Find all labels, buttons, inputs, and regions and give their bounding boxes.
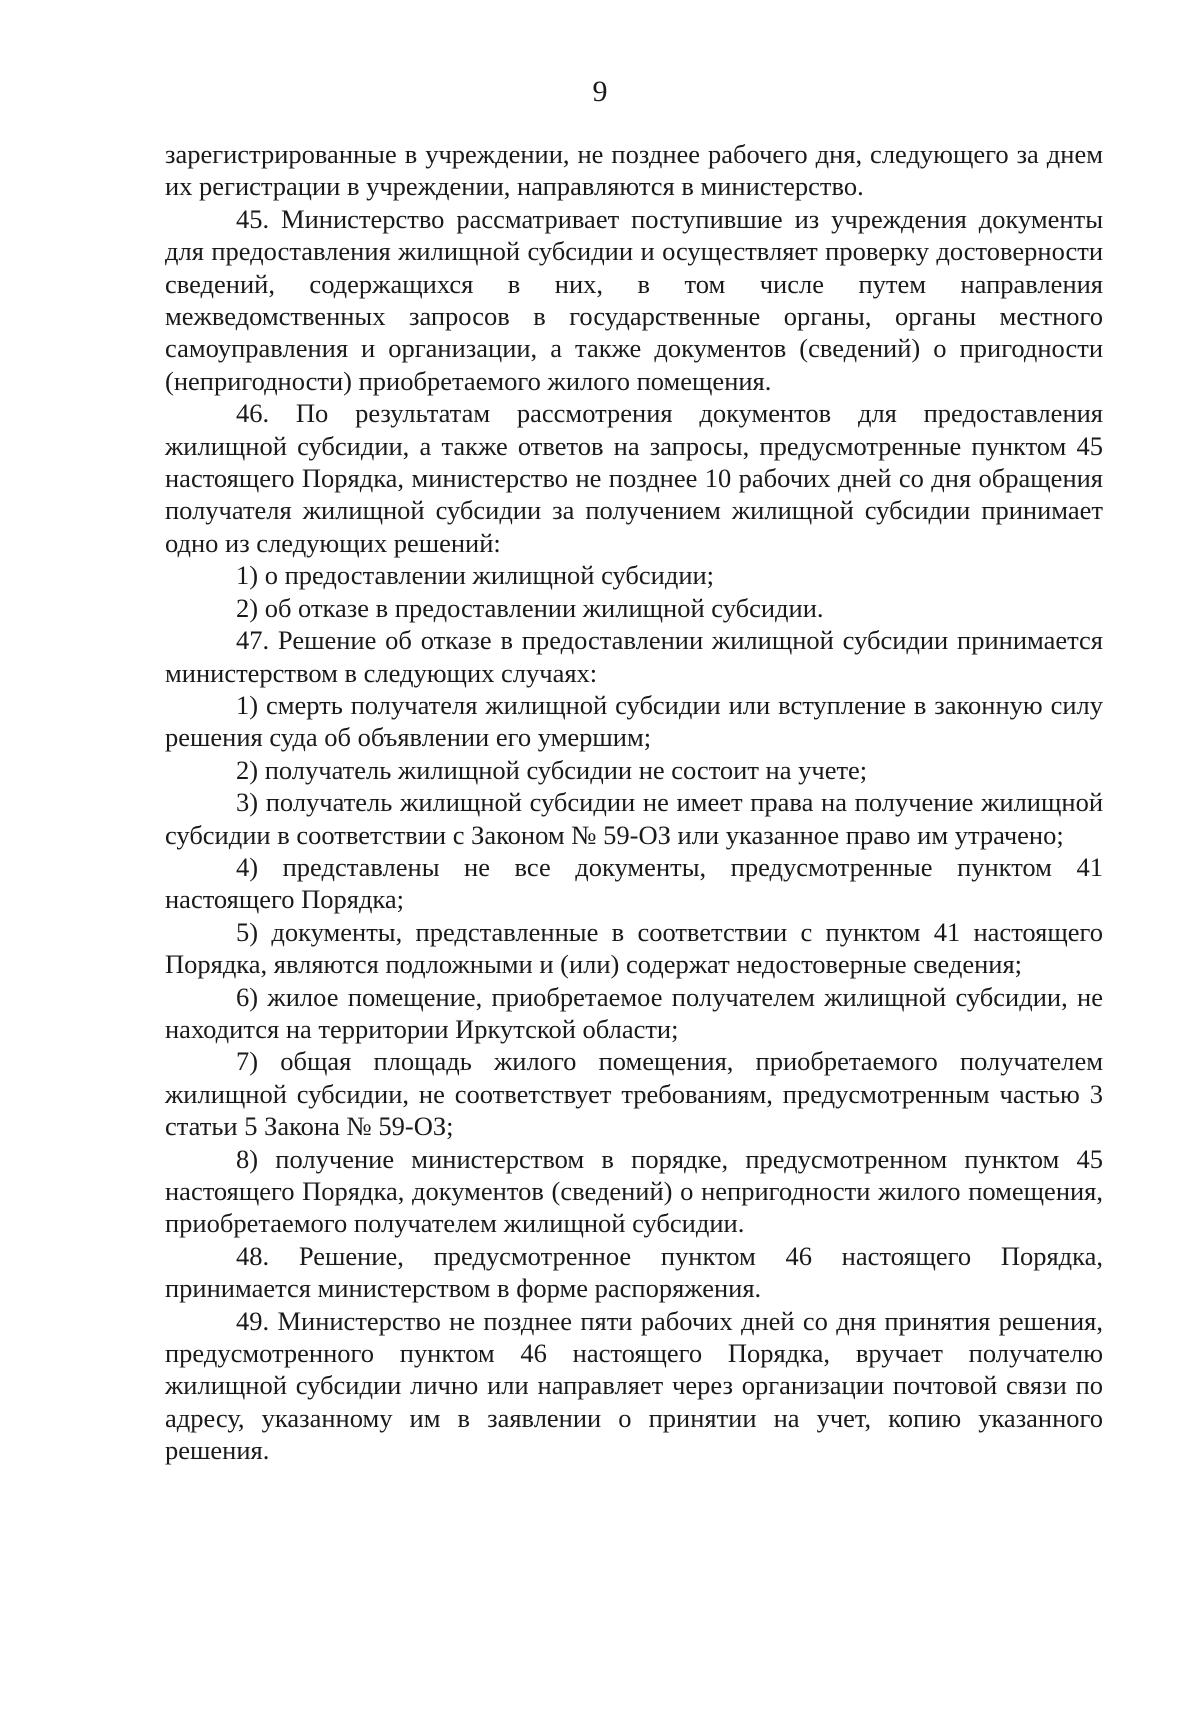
paragraph: 4) представлены не все документы, предусмотренные пунктом 41 настоящего Порядка; bbox=[165, 851, 1103, 915]
paragraph: 2) об отказе в предоставлении жилищной субсидии. bbox=[236, 592, 824, 623]
paragraph: 3) получатель жилищной субсидии не имеет права на получение жилищной субсидии в соответствии с Законом № 59-ОЗ или указанное право им утрачено; bbox=[165, 787, 1103, 850]
paragraph: 45. Министерство рассматривает поступившие из учреждения документы для предоставления жилищной субсидии и осуществляет проверку достоверности сведений, содержащихся в них, в том числе путем направления межведомственных запросов в государственные органы, органы местного самоуправления и организации, а также документов (сведений) о пригодности (непригодности) приобретаемого жилого помещения. bbox=[165, 203, 1103, 396]
paragraph: 5) документы, представленные в соответствии с пунктом 41 настоящего Порядка, являются подложными и (или) содержат недостоверные сведения; bbox=[165, 916, 1103, 980]
document-body bbox=[165, 138, 1103, 1467]
page-number: 9 bbox=[592, 75, 608, 108]
paragraph: 2) получатель жилищной субсидии не состоит на учете; bbox=[236, 754, 868, 785]
paragraph: 49. Министерство не позднее пяти рабочих дней со дня принятия решения, предусмотренного пунктом 46 настоящего Порядка, вручает получателю жилищной субсидии лично или направляет через организации почтовой связи по адресу, указанному им в заявлении о принятии на учет, копию указанного решения. bbox=[165, 1305, 1103, 1466]
paragraph: 7) общая площадь жилого помещения, приобретаемого получателем жилищной субсидии, не соответствует требованиям, предусмотренным частью 3 статьи 5 Закона № 59-ОЗ; bbox=[165, 1046, 1103, 1142]
paragraph: зарегистрированные в учреждении, не позднее рабочего дня, следующего за днем их регистрации в учреждении, направляются в министерство. bbox=[165, 139, 1103, 202]
paragraph: 46. По результатам рассмотрения документов для предоставления жилищной субсидии, а также ответов на запросы, предусмотренные пунктом 45 настоящего Порядка, министерство не позднее 10 рабочих дней со дня обращения получателя жилищной субсидии за получением жилищной субсидии принимает одно из следующих решений: bbox=[165, 398, 1103, 558]
paragraph: 1) смерть получателя жилищной субсидии или вступление в законную силу решения суда об объявлении его умершим; bbox=[165, 689, 1103, 753]
paragraph: 48. Решение, предусмотренное пунктом 46 настоящего Порядка, принимается министерством в форме распоряжения. bbox=[165, 1240, 1103, 1304]
paragraph: 8) получение министерством в порядке, предусмотренном пунктом 45 настоящего Порядка, документов (сведений) о непригодности жилого помещения, приобретаемого получателем жилищной субсидии. bbox=[165, 1143, 1103, 1239]
paragraph: 47. Решение об отказе в предоставлении жилищной субсидии принимается министерством в следующих случаях: bbox=[165, 625, 1103, 688]
paragraph: 1) о предоставлении жилищной субсидии; bbox=[236, 560, 715, 591]
paragraph: 6) жилое помещение, приобретаемое получателем жилищной субсидии, не находится на территории Иркутской области; bbox=[165, 981, 1103, 1044]
